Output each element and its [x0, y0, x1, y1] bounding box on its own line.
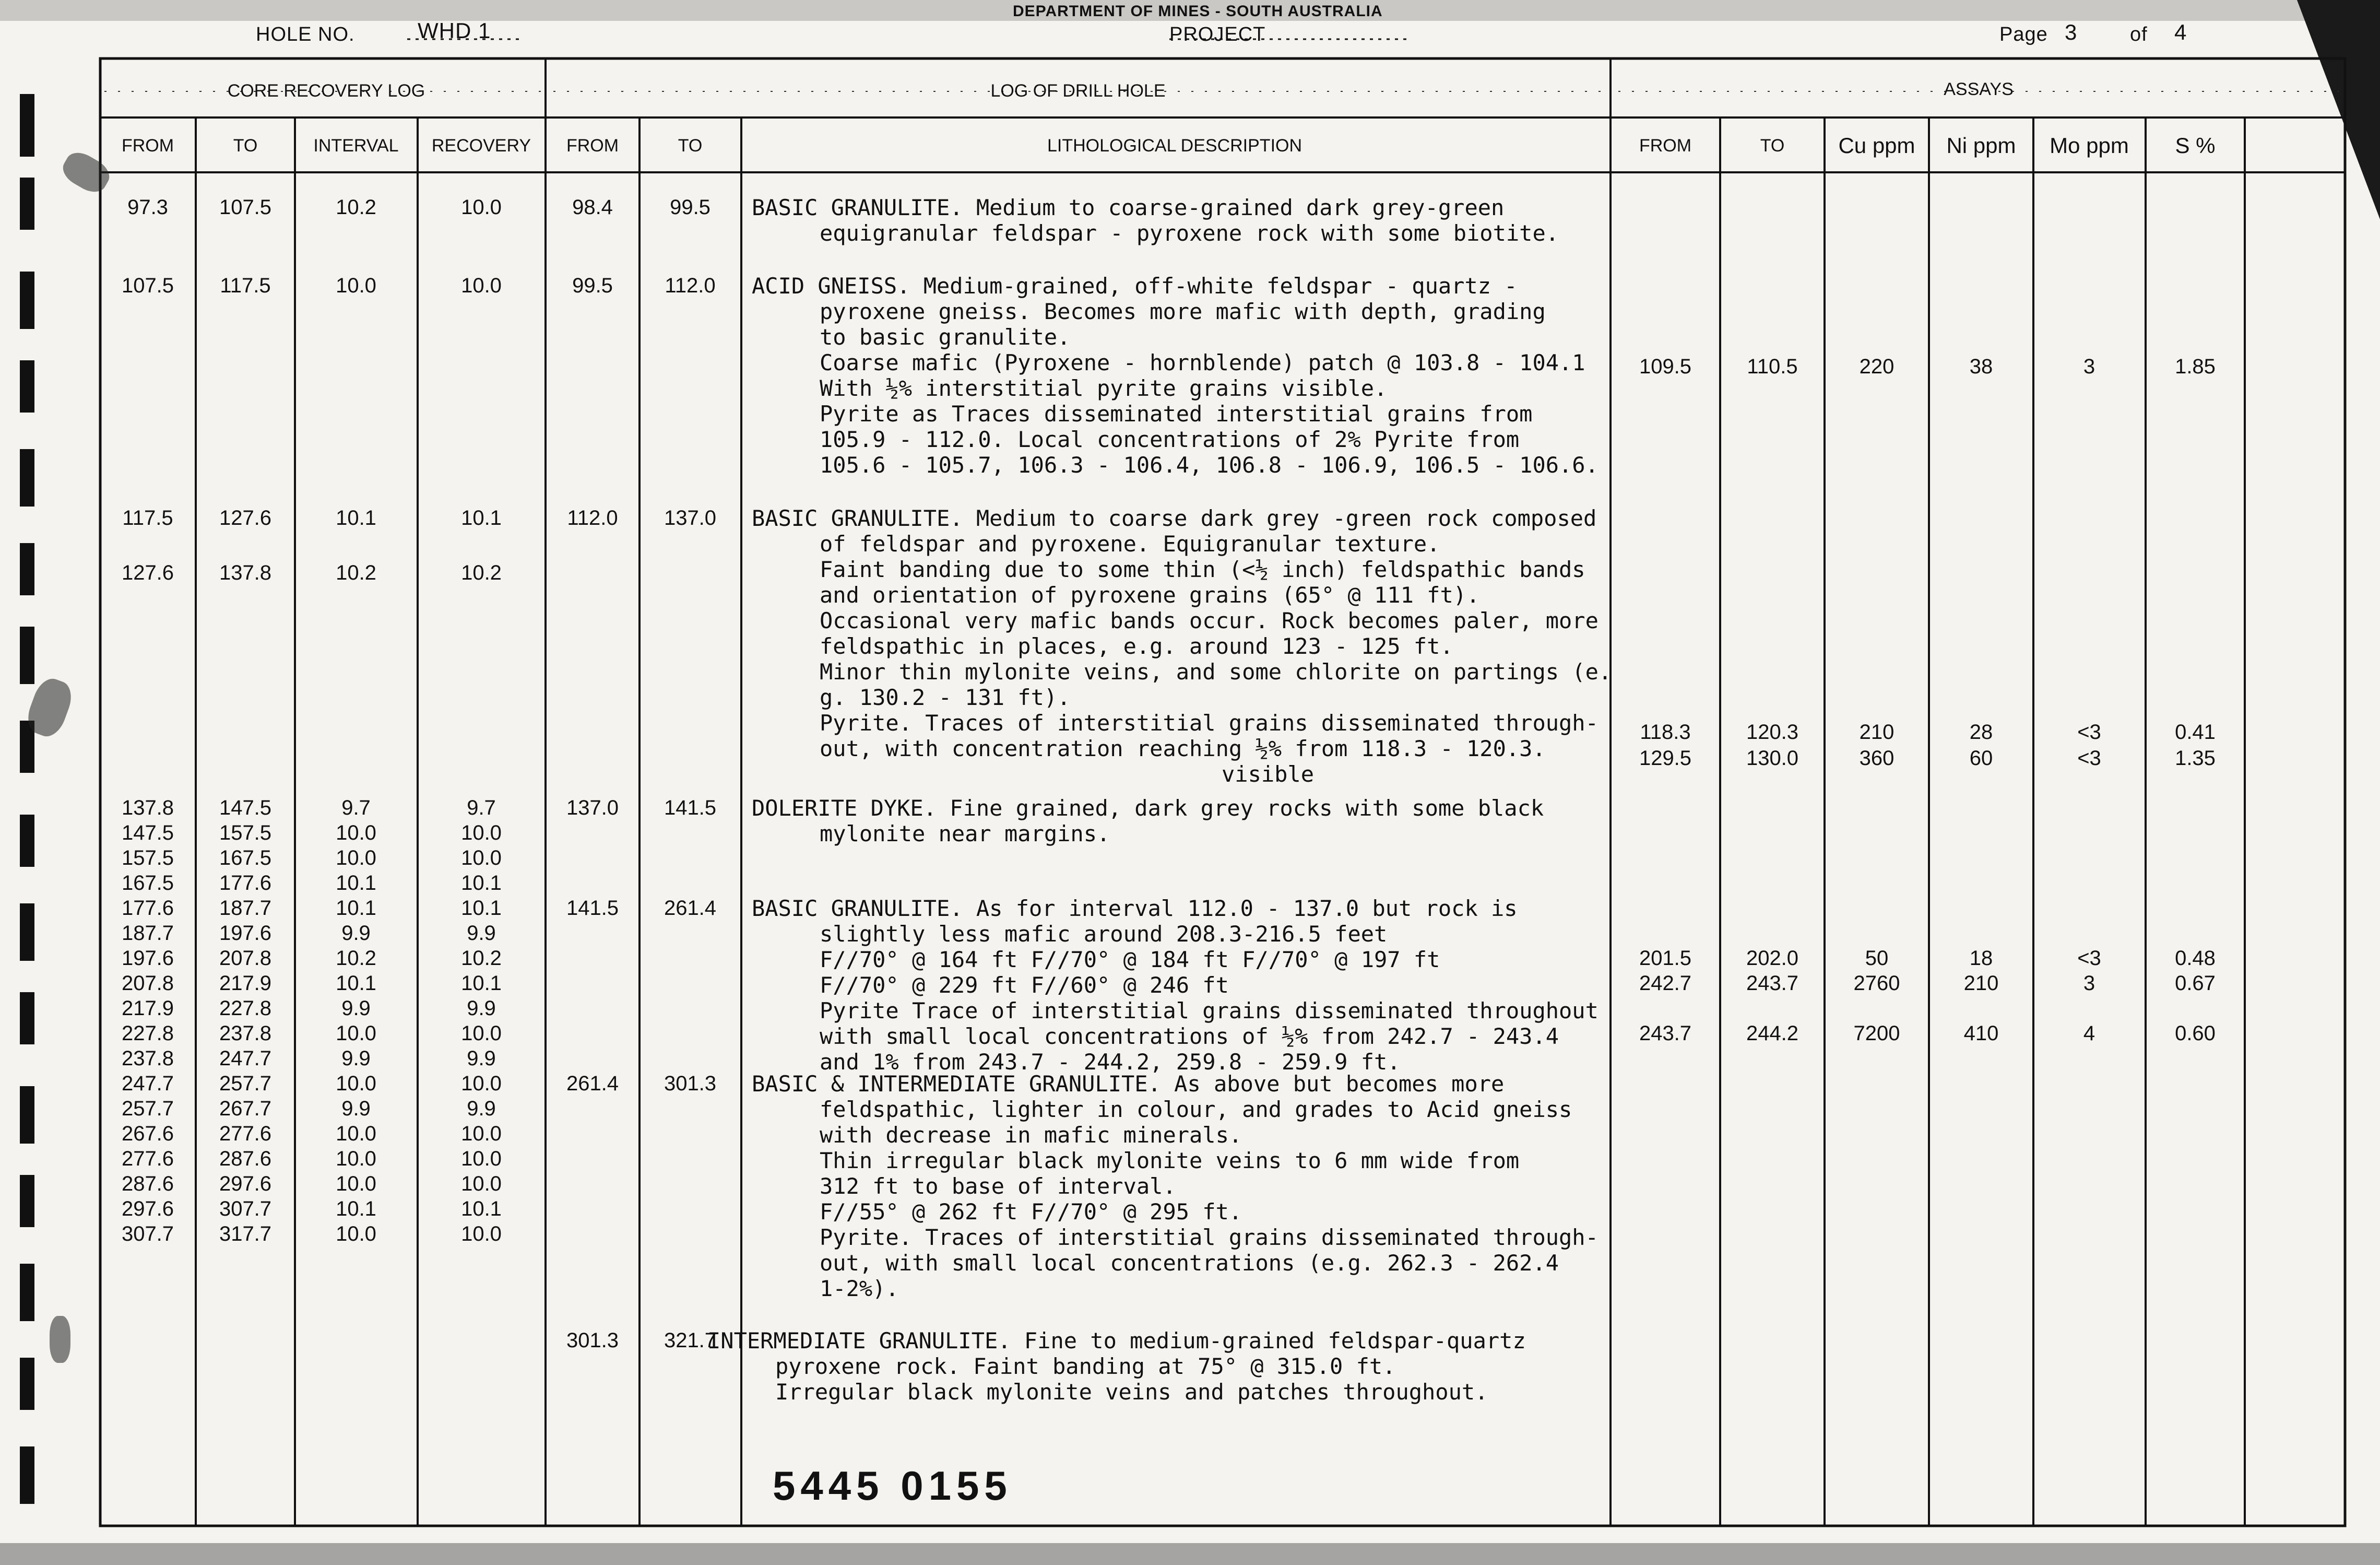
description-line: Occasional very mafic bands occur. Rock becomes paler, more [820, 608, 1598, 633]
description-line: F//70° @ 229 ft F//60° @ 246 ft [820, 972, 1229, 998]
core-to-cell: 247.7 [219, 1047, 272, 1070]
assay-cu-cell: 50 [1865, 947, 1889, 970]
description-line: out, with concentration reaching ½% from 118.3 - 120.3. [820, 736, 1546, 761]
log-from-cell: 98.4 [572, 196, 613, 219]
assay-ni-cell: 410 [1963, 1022, 1999, 1045]
core-to-cell: 217.9 [219, 972, 272, 995]
col-assay-to: TO [1760, 136, 1785, 156]
assay-ni-cell: 38 [1969, 355, 1993, 378]
core-recovery-cell: 10.0 [461, 196, 502, 219]
core-recovery-cell: 10.1 [461, 872, 502, 895]
page-of-label: of [2130, 23, 2148, 45]
assay-cu-cell: 2760 [1853, 972, 1900, 995]
description-line: equigranular feldspar - pyroxene rock with some biotite. [820, 220, 1559, 246]
core-from-cell: 237.8 [121, 1047, 174, 1070]
description-line: Pyrite Trace of interstitial grains disseminated throughout [820, 998, 1598, 1023]
registration-mark [20, 94, 34, 157]
lithological-description [752, 195, 1559, 246]
assay-from-cell: 129.5 [1639, 747, 1692, 770]
description-line: to basic granulite. [820, 324, 1071, 350]
core-interval-cell: 10.0 [336, 1172, 376, 1195]
log-from-cell: 137.0 [566, 796, 619, 819]
core-recovery-cell: 10.0 [461, 821, 502, 844]
registration-mark [20, 903, 34, 961]
core-to-cell: 187.7 [219, 897, 272, 920]
assay-from-cell: 201.5 [1639, 947, 1692, 970]
log-to-cell: 301.3 [664, 1072, 717, 1095]
registration-mark [20, 1446, 34, 1504]
core-to-cell: 257.7 [219, 1072, 272, 1095]
assay-to-cell: 110.5 [1747, 355, 1798, 378]
page-number: 3 [2065, 20, 2078, 44]
assay-s-cell: 0.60 [2175, 1022, 2216, 1045]
log-to-cell: 141.5 [664, 796, 717, 819]
log-from-cell: 261.4 [566, 1072, 619, 1095]
core-to-cell: 287.6 [219, 1147, 272, 1170]
registration-mark [20, 1358, 34, 1410]
core-from-cell: 247.7 [121, 1072, 174, 1095]
assay-from-cell: 242.7 [1639, 972, 1692, 995]
core-interval-cell: 9.9 [341, 1047, 371, 1070]
assay-from-cell: 109.5 [1639, 355, 1692, 378]
core-interval-cell: 10.2 [336, 561, 376, 584]
assay-to-cell: 120.3 [1746, 721, 1799, 744]
assay-ni-cell: 28 [1969, 721, 1993, 744]
assay-to-cell: 130.0 [1746, 747, 1799, 770]
description-line: F//70° @ 164 ft F//70° @ 184 ft F//70° @ 197 ft [820, 947, 1440, 972]
section-log-of-drill-hole: LOG OF DRILL HOLE [990, 81, 1166, 101]
core-interval-cell: 9.7 [341, 796, 371, 819]
page-total: 4 [2174, 20, 2187, 44]
core-from-cell: 257.7 [121, 1097, 174, 1120]
core-interval-cell: 10.0 [336, 821, 376, 844]
core-recovery-cell: 10.0 [461, 1072, 502, 1095]
description-line: 312 ft to base of interval. [820, 1173, 1176, 1199]
assay-from-cell: 118.3 [1640, 721, 1691, 744]
core-interval-cell: 10.1 [336, 972, 376, 995]
registration-mark [20, 272, 34, 329]
assay-mo-cell: 3 [2083, 355, 2095, 378]
description-line: Coarse mafic (Pyroxene - hornblende) patch @ 103.8 - 104.1 [820, 350, 1585, 375]
description-line: feldspathic in places, e.g. around 123 - 125 ft. [820, 633, 1453, 659]
lithological-description [752, 273, 1598, 478]
col-core-to: TO [233, 136, 258, 156]
core-to-cell: 157.5 [219, 821, 272, 844]
core-from-cell: 147.5 [121, 821, 174, 844]
core-interval-cell: 10.0 [336, 1022, 376, 1045]
assay-ni-cell: 60 [1969, 747, 1993, 770]
core-from-cell: 127.6 [121, 561, 174, 584]
log-to-cell: 99.5 [670, 196, 711, 219]
lithological-description [752, 896, 1598, 1075]
core-from-cell: 297.6 [121, 1197, 174, 1220]
core-to-cell: 197.6 [219, 922, 272, 945]
assay-cu-cell: 7200 [1853, 1022, 1900, 1045]
core-interval-cell: 10.1 [336, 872, 376, 895]
core-to-cell: 237.8 [219, 1022, 272, 1045]
lithological-description [752, 795, 1544, 846]
core-to-cell: 107.5 [219, 196, 272, 219]
assay-to-cell: 243.7 [1746, 972, 1799, 995]
core-to-cell: 267.7 [219, 1097, 272, 1120]
col-log-to: TO [678, 136, 703, 156]
core-recovery-cell: 9.9 [467, 997, 496, 1020]
assay-to-cell: 244.2 [1746, 1022, 1799, 1045]
core-recovery-cell: 9.9 [467, 1047, 496, 1070]
core-to-cell: 207.8 [219, 947, 272, 970]
col-lithological-description: LITHOLOGICAL DESCRIPTION [1047, 136, 1303, 156]
hole-no-label: HOLE NO. [256, 23, 355, 45]
col-recovery: RECOVERY [431, 136, 531, 156]
core-interval-cell: 10.0 [336, 274, 376, 297]
registration-mark [20, 815, 34, 867]
assay-cu-cell: 210 [1859, 721, 1894, 744]
core-from-cell: 287.6 [121, 1172, 174, 1195]
scan-speck [50, 1316, 70, 1363]
log-from-cell: 99.5 [572, 274, 613, 297]
description-line: INTERMEDIATE GRANULITE. Fine to medium-grained feldspar-quartz [707, 1328, 1526, 1354]
core-recovery-cell: 10.2 [461, 947, 502, 970]
log-to-cell: 321.7 [664, 1329, 717, 1352]
col-assay-from: FROM [1639, 136, 1692, 156]
core-recovery-cell: 10.0 [461, 1172, 502, 1195]
description-line: F//55° @ 262 ft F//70° @ 295 ft. [820, 1199, 1242, 1225]
assay-mo-cell: <3 [2077, 747, 2101, 770]
core-from-cell: 197.6 [121, 947, 174, 970]
core-interval-cell: 10.0 [336, 1122, 376, 1145]
registration-mark [20, 178, 34, 230]
description-line: out, with small local concentrations (e.g. 262.3 - 262.4 [820, 1250, 1559, 1276]
assay-s-cell: 1.85 [2175, 355, 2216, 378]
core-from-cell: 187.7 [121, 922, 174, 945]
description-line: Pyrite. Traces of interstitial grains disseminated through- [820, 1225, 1598, 1250]
core-recovery-cell: 10.0 [461, 1147, 502, 1170]
description-line: Pyrite as Traces disseminated interstitial grains from [820, 401, 1533, 427]
assay-from-cell: 243.7 [1639, 1022, 1692, 1045]
core-from-cell: 137.8 [121, 796, 174, 819]
registration-mark [20, 543, 34, 595]
description-line: Irregular black mylonite veins and patches throughout. [775, 1379, 1488, 1405]
core-from-cell: 167.5 [121, 872, 174, 895]
description-line: slightly less mafic around 208.3-216.5 feet [820, 921, 1388, 947]
core-to-cell: 137.8 [219, 561, 272, 584]
description-line: BASIC GRANULITE. Medium to coarse-grained dark grey-green [752, 195, 1505, 220]
core-from-cell: 277.6 [121, 1147, 174, 1170]
section-assays: ASSAYS [1944, 79, 2014, 99]
core-interval-cell: 10.0 [336, 1147, 376, 1170]
assay-ni-cell: 18 [1969, 947, 1993, 970]
core-to-cell: 297.6 [219, 1172, 272, 1195]
core-recovery-cell: 9.9 [467, 922, 496, 945]
description-line: and orientation of pyroxene grains (65° @ 111 ft). [820, 582, 1480, 608]
footer-number: 5445 0155 [773, 1463, 1012, 1509]
col-mo-ppm: Mo ppm [2050, 133, 2129, 158]
description-line: pyroxene gneiss. Becomes more mafic with depth, grading [820, 299, 1546, 324]
assay-mo-cell: <3 [2077, 947, 2101, 970]
description-line: BASIC & INTERMEDIATE GRANULITE. As above but becomes more [752, 1071, 1505, 1097]
description-line: Minor thin mylonite veins, and some chlorite on partings (e. [820, 659, 1612, 685]
core-from-cell: 117.5 [122, 507, 173, 529]
core-to-cell: 167.5 [219, 846, 272, 869]
assay-cu-cell: 220 [1859, 355, 1894, 378]
core-from-cell: 267.6 [121, 1122, 174, 1145]
registration-mark [20, 449, 34, 507]
assay-s-cell: 1.35 [2175, 747, 2216, 770]
core-recovery-cell: 10.1 [461, 507, 502, 529]
assay-cu-cell: 360 [1859, 747, 1894, 770]
core-recovery-cell: 10.0 [461, 1222, 502, 1245]
col-interval: INTERVAL [313, 136, 399, 156]
assay-to-cell: 202.0 [1746, 947, 1799, 970]
core-to-cell: 117.5 [220, 274, 271, 297]
description-line: feldspathic, lighter in colour, and grades to Acid gneiss [820, 1097, 1572, 1122]
core-to-cell: 277.6 [219, 1122, 272, 1145]
assay-mo-cell: <3 [2077, 721, 2101, 744]
core-to-cell: 227.8 [219, 997, 272, 1020]
description-line: ACID GNEISS. Medium-grained, off-white feldspar - quartz - [752, 273, 1518, 299]
core-interval-cell: 10.0 [336, 1222, 376, 1245]
core-recovery-cell: 10.0 [461, 274, 502, 297]
col-core-from: FROM [121, 136, 174, 156]
project-label: PROJECT [1169, 23, 1266, 45]
department-title: DEPARTMENT OF MINES - SOUTH AUSTRALIA [1013, 3, 1383, 20]
lithological-description [707, 1328, 1526, 1405]
core-interval-cell: 10.0 [336, 1072, 376, 1095]
description-line: pyroxene rock. Faint banding at 75° @ 315.0 ft. [775, 1354, 1396, 1379]
assay-ni-cell: 210 [1963, 972, 1999, 995]
col-ni-ppm: Ni ppm [1946, 133, 2016, 158]
core-from-cell: 97.3 [127, 196, 168, 219]
core-recovery-cell: 9.7 [467, 796, 496, 819]
core-from-cell: 157.5 [121, 846, 174, 869]
log-to-cell: 261.4 [664, 897, 717, 920]
log-from-cell: 301.3 [566, 1329, 619, 1352]
core-interval-cell: 10.1 [336, 507, 376, 529]
core-recovery-cell: 10.0 [461, 1022, 502, 1045]
log-from-cell: 112.0 [567, 507, 618, 529]
log-from-cell: 141.5 [566, 897, 619, 920]
description-line: and 1% from 243.7 - 244.2, 259.8 - 259.9 ft. [820, 1049, 1401, 1075]
description-line: with decrease in mafic minerals. [820, 1122, 1242, 1148]
assay-s-cell: 0.67 [2175, 972, 2216, 995]
core-interval-cell: 10.1 [336, 897, 376, 920]
core-interval-cell: 9.9 [341, 997, 371, 1020]
core-recovery-cell: 10.0 [461, 846, 502, 869]
description-line: 1-2%). [820, 1276, 899, 1301]
core-from-cell: 217.9 [121, 997, 174, 1020]
description-line: of feldspar and pyroxene. Equigranular texture. [820, 531, 1440, 557]
description-line: visible [1222, 761, 1315, 787]
core-recovery-cell: 10.0 [461, 1122, 502, 1145]
core-interval-cell: 10.1 [336, 1197, 376, 1220]
lithological-description [752, 505, 1612, 787]
col-cu-ppm: Cu ppm [1838, 133, 1915, 158]
log-to-cell: 112.0 [665, 274, 716, 297]
registration-mark [20, 1264, 34, 1321]
core-recovery-cell: 10.2 [461, 561, 502, 584]
core-from-cell: 107.5 [121, 274, 174, 297]
page-label: Page [1999, 23, 2048, 45]
assay-s-cell: 0.48 [2175, 947, 2216, 970]
col-s-percent: S % [2175, 133, 2216, 158]
core-to-cell: 147.5 [219, 796, 272, 819]
core-interval-cell: 10.0 [336, 846, 376, 869]
registration-mark [20, 1086, 34, 1144]
core-interval-cell: 10.2 [336, 947, 376, 970]
description-line: with small local concentrations of ½% from 242.7 - 243.4 [820, 1023, 1559, 1049]
core-recovery-cell: 9.9 [467, 1097, 496, 1120]
description-line: 105.6 - 105.7, 106.3 - 106.4, 106.8 - 106.9, 106.5 - 106.6. [820, 452, 1598, 478]
description-line: Faint banding due to some thin (<½ inch) feldspathic bands [820, 557, 1585, 582]
core-to-cell: 317.7 [219, 1222, 272, 1245]
core-from-cell: 177.6 [121, 897, 174, 920]
core-recovery-cell: 10.1 [461, 1197, 502, 1220]
core-recovery-cell: 10.1 [461, 972, 502, 995]
section-core-recovery-log: CORE RECOVERY LOG [227, 81, 425, 101]
description-line: BASIC GRANULITE. As for interval 112.0 - 137.0 but rock is [752, 896, 1518, 921]
description-line: 105.9 - 112.0. Local concentrations of 2% Pyrite from [820, 427, 1520, 452]
description-line: With ½% interstitial pyrite grains visible. [820, 375, 1388, 401]
core-to-cell: 307.7 [219, 1197, 272, 1220]
core-recovery-cell: 10.1 [461, 897, 502, 920]
registration-mark [20, 992, 34, 1044]
assay-mo-cell: 4 [2083, 1022, 2095, 1045]
assay-s-cell: 0.41 [2175, 721, 2216, 744]
core-interval-cell: 10.2 [336, 196, 376, 219]
registration-mark [20, 1175, 34, 1227]
core-to-cell: 177.6 [219, 872, 272, 895]
col-log-from: FROM [566, 136, 619, 156]
core-from-cell: 227.8 [121, 1022, 174, 1045]
description-line: Thin irregular black mylonite veins to 6 mm wide from [820, 1148, 1520, 1173]
assay-mo-cell: 3 [2083, 972, 2095, 995]
description-line: g. 130.2 - 131 ft). [820, 685, 1071, 710]
description-line: Pyrite. Traces of interstitial grains disseminated through- [820, 710, 1598, 736]
registration-mark [20, 627, 34, 684]
core-interval-cell: 9.9 [341, 1097, 371, 1120]
lithological-description [752, 1071, 1598, 1301]
description-line: mylonite near margins. [820, 821, 1110, 846]
core-from-cell: 207.8 [121, 972, 174, 995]
core-from-cell: 307.7 [121, 1222, 174, 1245]
description-line: BASIC GRANULITE. Medium to coarse dark grey -green rock composed [752, 505, 1597, 531]
hole-no-value: WHD 1 [418, 18, 491, 43]
registration-mark [20, 360, 34, 413]
description-line: DOLERITE DYKE. Fine grained, dark grey rocks with some black [752, 795, 1544, 821]
log-to-cell: 137.0 [664, 507, 717, 529]
core-interval-cell: 9.9 [341, 922, 371, 945]
core-to-cell: 127.6 [219, 507, 272, 529]
